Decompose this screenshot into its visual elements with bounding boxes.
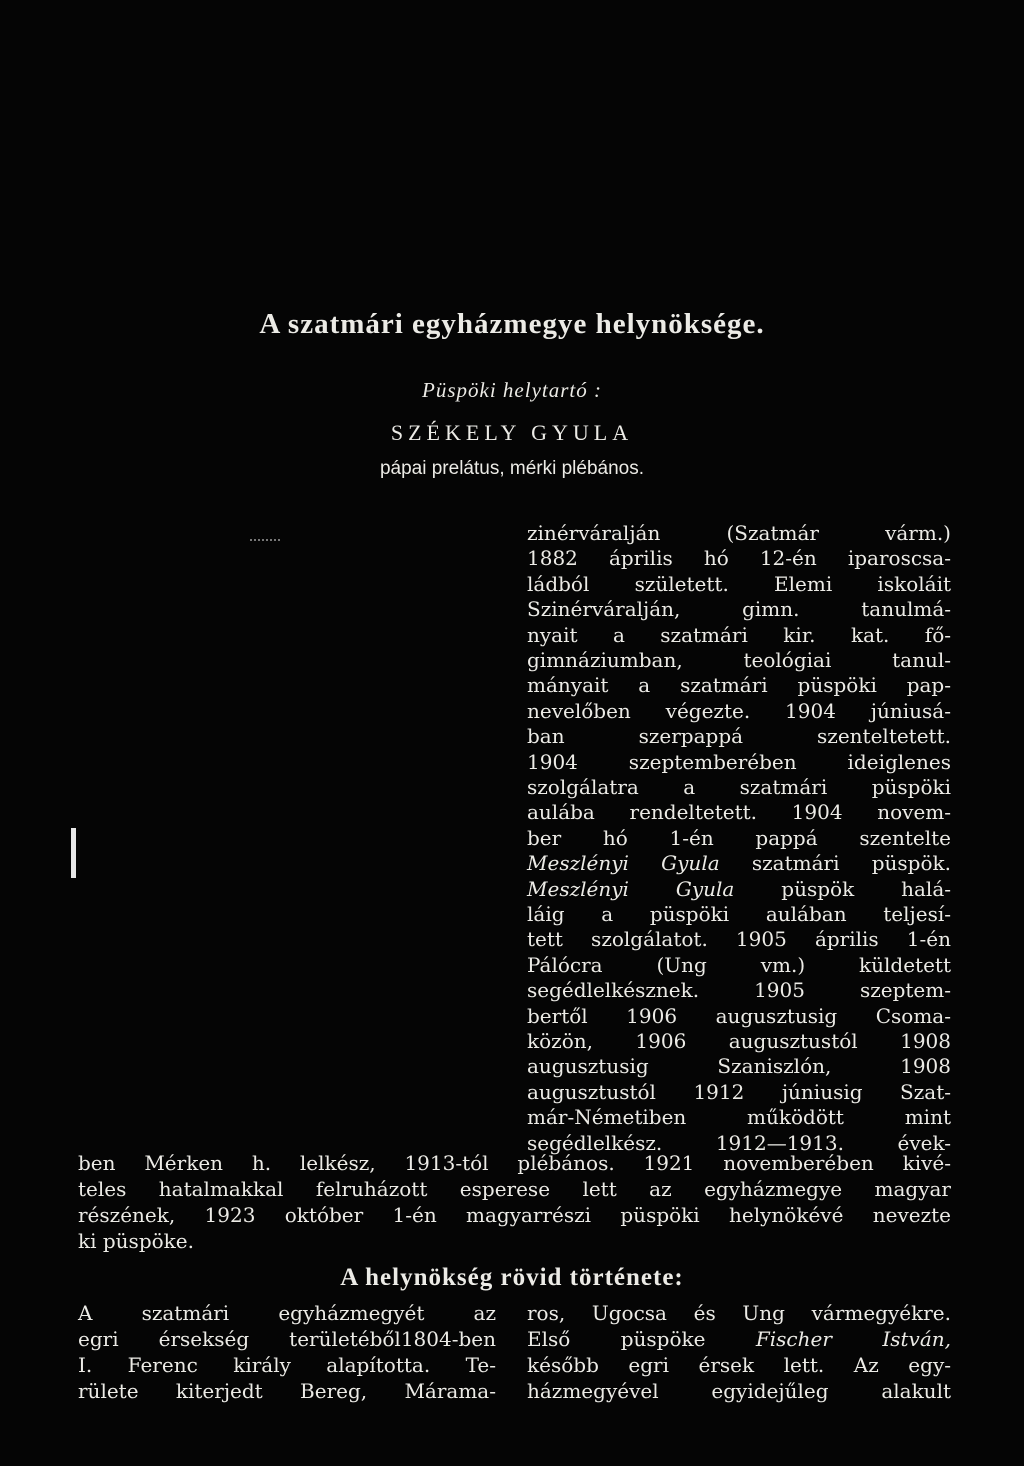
text-segment: gimnáziumban, teológiai tanul- [527,648,951,672]
text-line [527,749,951,775]
text-line [527,672,951,698]
text-line [527,723,951,749]
section-title: A helynökség rövid története: [340,1264,684,1291]
person-name: SZÉKELY GYULA [390,420,634,445]
text-line [527,1352,951,1378]
person-rank: pápai prelátus, mérki plébános. [379,458,645,479]
text-segment: 1882 április hó 12-én iparoscsa- [527,546,951,571]
page-title: A szatmári egyházmegye helynöksége. [259,308,765,340]
text-segment: láig a püspöki aulában teljesí- [527,902,951,926]
text-line: ki püspöke. [78,1229,194,1253]
text-segment: ber hó 1-én pappá szentelte [527,825,951,850]
text-segment: bertől 1906 augusztusig Csoma- [527,1003,951,1028]
text-line [527,1003,951,1029]
text-segment: 1904 szeptemberében ideiglenes [527,749,951,774]
text-segment: később egri érsek lett. Az egy- [527,1353,951,1377]
text-segment: augusztustól 1912 júniusig Szat- [527,1079,951,1104]
text-segment: szolgálatra a szatmári püspöki [527,775,951,799]
text-line [527,622,951,648]
text-line [527,1053,951,1079]
text-line [527,850,951,876]
text-line: részének, 1923 október 1-én magyarrészi püspöki helynökévé nevezte [78,1203,951,1227]
text-segment: ros, Ugocsa és Ung vármegyékre. [527,1301,951,1325]
text-segment: zinérváralján (Szatmár várm.) [527,521,951,545]
text-segment: segédlelkésznek. 1905 szeptem- [527,978,951,1003]
text-line [527,571,951,597]
text-segment: augusztusig Szaniszlón, 1908 [527,1054,951,1079]
margin-bar [71,828,76,878]
text-segment: házmegyével egyidejűleg alakult [527,1379,951,1403]
text-line [527,901,951,927]
text-line: ben Mérken h. lelkész, 1913-tól plébános. 1921 novemberében kivé- [78,1151,951,1175]
text-segment: közön, 1906 augusztustól 1908 [527,1029,951,1053]
text-segment: ban szerpappá szenteltetett. [527,724,951,749]
text-segment: segédlelkész. 1912—1913. évek- [527,1130,951,1155]
text-segment: ládból született. Elemi iskoláit [527,571,951,596]
text-segment: Első püspöke [527,1327,756,1351]
text-segment: Meszlényi Gyula [527,851,720,876]
text-line [527,1104,951,1130]
text-line [527,698,951,724]
text-line [527,977,951,1003]
text-line [527,876,951,902]
text-line [527,952,951,978]
text-line: egri érsekség területéből1804-ben [78,1327,496,1351]
text-line [527,1028,951,1054]
subtitle: Püspöki helytartó : [422,378,602,402]
text-segment: Pálócra (Ung vm.) küldetett [527,952,951,977]
text-segment: nyait a szatmári kir. kat. fő- [527,622,951,647]
text-line [527,825,951,851]
text-line: I. Ferenc király alapította. Te- [78,1353,496,1377]
text-line [527,799,951,825]
photo-placeholder-mark [250,539,280,545]
text-line [527,926,951,952]
text-line [527,774,951,800]
text-line: teles hatalmakkal felruházott esperese lett az egyházmegye magyar [78,1177,951,1201]
text-segment: tett szolgálatot. 1905 április 1-én [527,927,951,952]
text-segment: nevelőben végezte. 1904 júniusá- [527,698,951,723]
text-segment: mányait a szatmári püspöki pap- [527,673,951,698]
text-line [527,1300,951,1326]
text-line [527,1326,951,1352]
text-line [527,1079,951,1105]
text-segment: szatmári püspök. [719,851,951,876]
text-line [527,520,951,546]
text-line [527,545,951,571]
text-line [527,647,951,673]
text-segment: Szinérváralján, gimn. tanulmá- [527,597,951,622]
text-segment: már-Németiben működött mint [527,1105,951,1130]
text-line: A szatmári egyházmegyét az [78,1301,496,1325]
text-line: rülete kiterjedt Bereg, Márama- [78,1379,496,1403]
text-segment: Meszlényi Gyula [527,876,735,901]
text-line [527,596,951,622]
text-segment: püspök halá- [734,876,951,901]
text-line [527,1378,951,1404]
text-segment: Fischer István, [755,1327,951,1351]
text-segment: aulába rendeltetett. 1904 novem- [527,800,951,825]
